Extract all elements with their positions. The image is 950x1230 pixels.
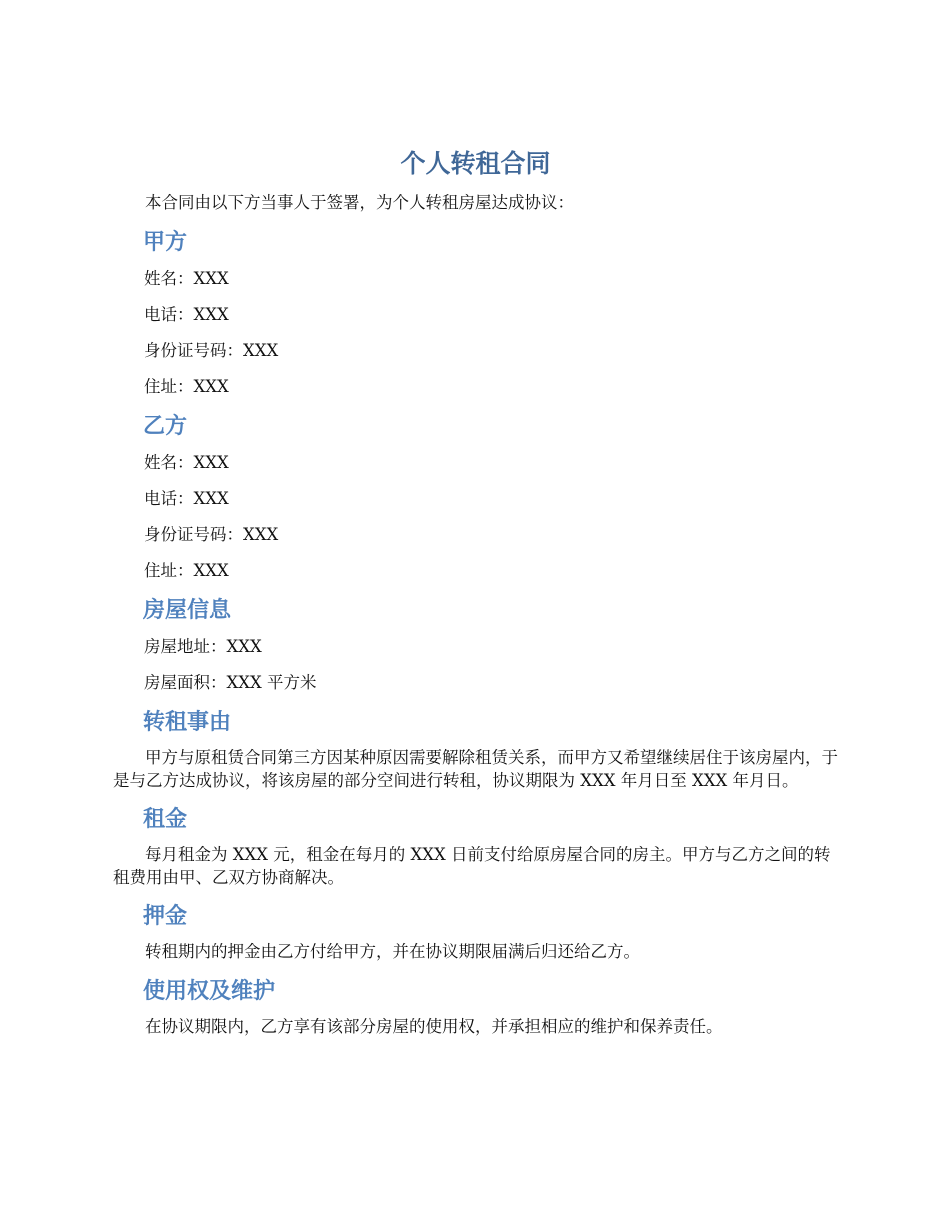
party-b-phone: 电话：XXX [144, 489, 229, 508]
party-a-id-number: 身份证号码：XXX [144, 341, 279, 360]
deposit-text: 转租期内的押金由乙方付给甲方，并在协议期限届满后归还给乙方。 [145, 942, 640, 961]
rent-text: 每月租金为 XXX 元，租金在每月的 XXX 日前支付给原房屋合同的房主。甲方与乙方之间的转租费用由甲、乙双方协商解决。 [113, 845, 831, 887]
party-a-heading: 甲方 [143, 230, 188, 255]
party-a-address: 住址：XXX [144, 377, 229, 396]
party-b-name: 姓名：XXX [144, 453, 229, 472]
party-a-phone: 电话：XXX [144, 305, 229, 324]
usage-maintenance-heading: 使用权及维护 [143, 978, 276, 1004]
party-b-id-number: 身份证号码：XXX [144, 525, 279, 544]
rent-heading: 租金 [143, 807, 188, 832]
intro-paragraph: 本合同由以下方当事人于签署，为个人转租房屋达成协议： [145, 193, 574, 212]
usage-maintenance-text: 在协议期限内，乙方享有该部分房屋的使用权，并承担相应的维护和保养责任。 [145, 1016, 723, 1036]
house-area: 房屋面积：XXX 平方米 [144, 673, 317, 692]
sublease-reason-heading: 转租事由 [143, 710, 232, 735]
house-info-heading: 房屋信息 [143, 598, 232, 623]
document-title: 个人转租合同 [400, 149, 551, 178]
party-b-heading: 乙方 [143, 414, 188, 439]
house-address: 房屋地址：XXX [144, 637, 262, 656]
party-b-address: 住址：XXX [144, 561, 229, 580]
party-a-name: 姓名：XXX [144, 269, 229, 288]
document-content [113, 145, 838, 1050]
deposit-heading: 押金 [143, 904, 188, 929]
sublease-reason-text: 甲方与原租赁合同第三方因某种原因需要解除租赁关系，而甲方又希望继续居住于该房屋内，于是与乙方达成协议，将该房屋的部分空间进行转租，协议期限为 XXX 年月日至 XXX 年月日。 [113, 748, 838, 790]
